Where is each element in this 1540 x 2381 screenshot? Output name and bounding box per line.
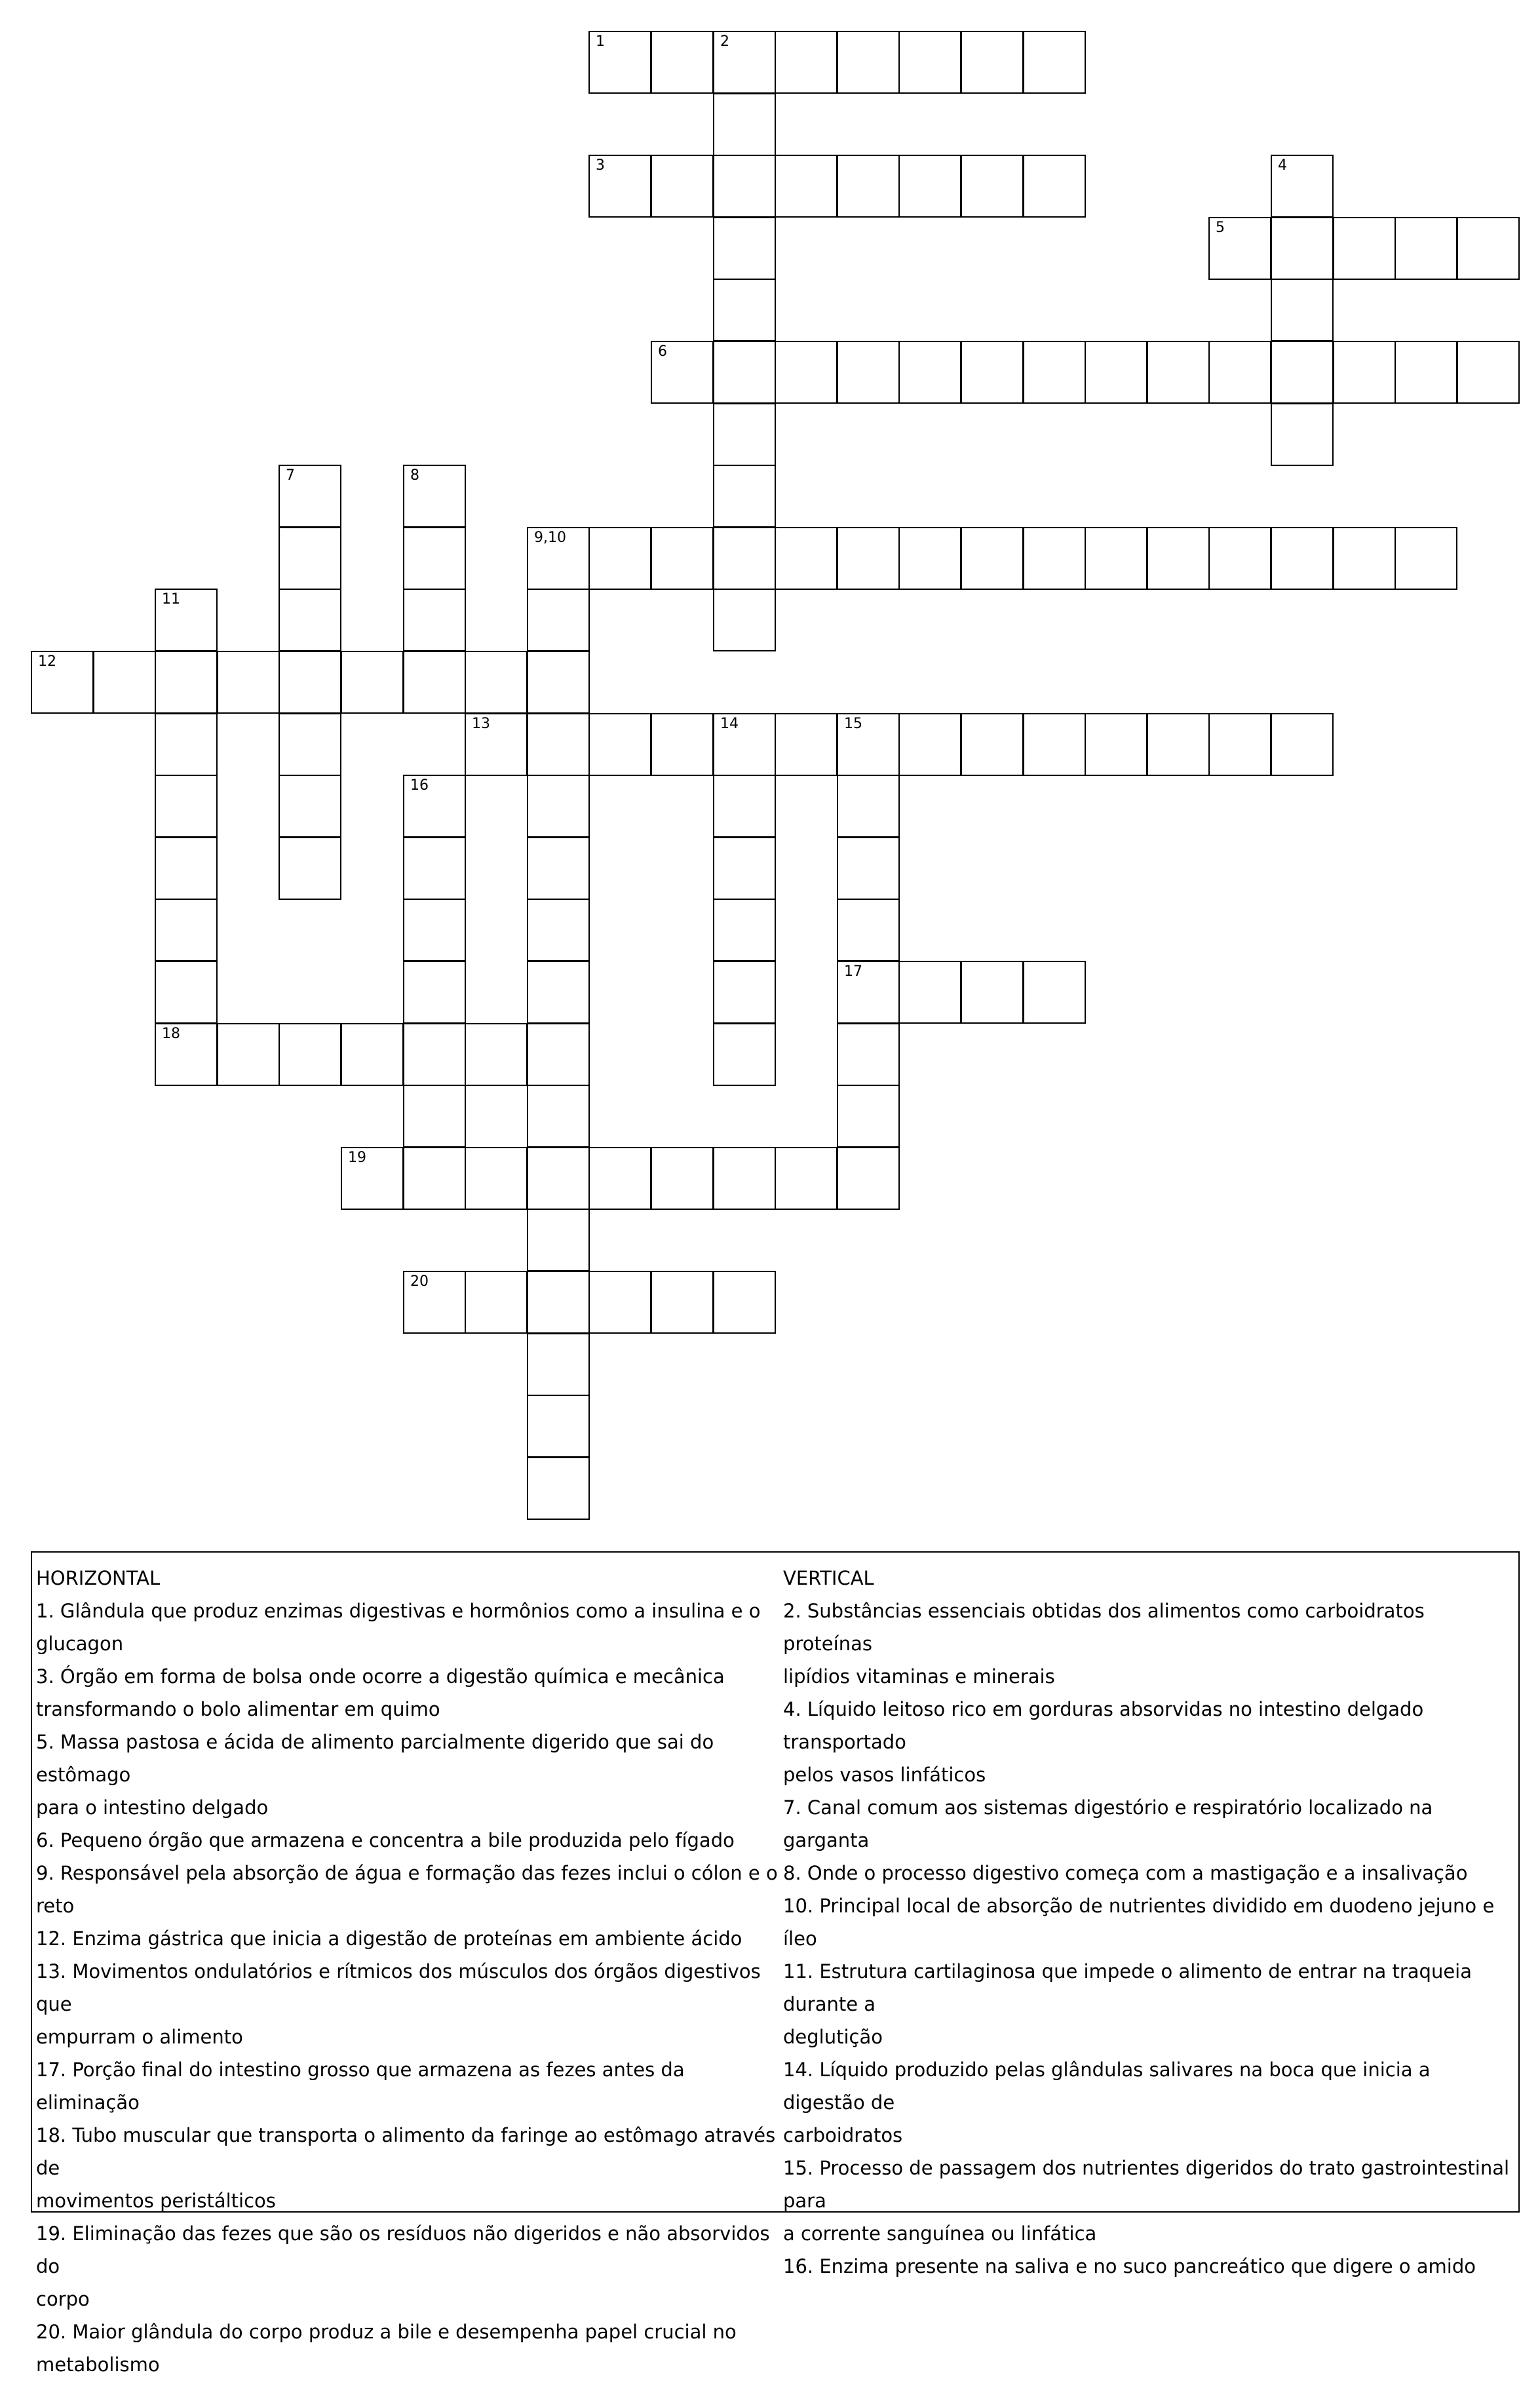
grid-cell[interactable] — [527, 775, 590, 838]
grid-cell[interactable] — [1023, 527, 1086, 590]
grid-cell[interactable] — [961, 341, 1024, 404]
grid-cell[interactable] — [1457, 217, 1520, 280]
grid-cell[interactable] — [898, 341, 961, 404]
grid-cell[interactable] — [1023, 155, 1086, 218]
grid-cell[interactable] — [651, 1147, 714, 1210]
clue-line: 6. Pequeno órgão que armazena e concentra a bile produzida pelo fígado — [36, 1829, 735, 1851]
grid-cell[interactable] — [1208, 713, 1271, 776]
grid-cell[interactable] — [465, 1023, 528, 1086]
across-heading: HORIZONTAL — [36, 1567, 161, 1589]
grid-cell[interactable] — [1271, 341, 1334, 404]
grid-cell[interactable] — [713, 527, 776, 590]
grid-cell[interactable] — [279, 713, 341, 776]
grid-cell[interactable] — [837, 155, 900, 218]
grid-cell[interactable] — [713, 465, 776, 528]
grid-cell[interactable] — [961, 31, 1024, 94]
grid-cell[interactable] — [1271, 527, 1334, 590]
grid-cell[interactable] — [155, 1023, 218, 1086]
grid-cell[interactable] — [527, 1333, 590, 1396]
grid-cell[interactable] — [1457, 341, 1520, 404]
grid-cell[interactable] — [1271, 713, 1334, 776]
grid-cell[interactable] — [155, 899, 218, 961]
clue-line: 8. Onde o processo digestivo começa com a mastigação e a insalivação — [783, 1862, 1468, 1884]
grid-cell[interactable] — [961, 527, 1024, 590]
clue-number: 2 — [720, 33, 729, 50]
clue-line: carboidratos — [783, 2124, 903, 2146]
grid-cell[interactable] — [279, 465, 341, 528]
clue-line: metabolismo — [36, 2353, 160, 2376]
clue-box — [31, 1551, 1520, 2376]
grid-cell[interactable] — [651, 1271, 714, 1334]
grid-cell[interactable] — [651, 31, 714, 94]
grid-cell[interactable] — [837, 713, 900, 776]
grid-cell[interactable] — [527, 1271, 590, 1334]
grid-cell[interactable] — [837, 341, 900, 404]
grid-cell[interactable] — [527, 1023, 590, 1086]
grid-cell[interactable] — [713, 279, 776, 341]
clue-line: para o intestino delgado — [36, 1796, 269, 1819]
grid-cell[interactable] — [527, 899, 590, 961]
grid-cell[interactable] — [217, 651, 280, 714]
clue-line: pelos vasos linfáticos — [783, 1764, 986, 1786]
clue-line: 20. Maior glândula do corpo produz a bile e desempenha papel crucial no — [36, 2321, 737, 2343]
grid-cell[interactable] — [527, 1395, 590, 1458]
grid-cell[interactable] — [1085, 713, 1147, 776]
grid-cell[interactable] — [527, 1147, 590, 1210]
grid-cell[interactable] — [837, 31, 900, 94]
grid-cell[interactable] — [775, 155, 837, 218]
grid-cell[interactable] — [713, 1147, 776, 1210]
clue-number: 7 — [286, 467, 295, 484]
clue-number: 14 — [720, 716, 739, 732]
clue-line: 18. Tubo muscular que transporta o alimento da faringe ao estômago através de — [36, 2124, 776, 2179]
grid-cell[interactable] — [713, 713, 776, 776]
grid-cell[interactable] — [837, 527, 900, 590]
clue-line: 11. Estrutura cartilaginosa que impede o alimento de entrar na traqueia durante a — [783, 1960, 1472, 2015]
grid-cell[interactable] — [341, 651, 404, 714]
grid-cell[interactable] — [279, 837, 341, 900]
grid-cell[interactable] — [713, 961, 776, 1024]
grid-cell[interactable] — [713, 775, 776, 838]
grid-cell[interactable] — [837, 1085, 900, 1148]
grid-cell[interactable] — [527, 961, 590, 1024]
clue-number: 16 — [410, 777, 429, 794]
grid-cell[interactable] — [1395, 527, 1457, 590]
clue-line: 7. Canal comum aos sistemas digestório e respiratório localizado na garganta — [783, 1796, 1433, 1851]
clue-line: a corrente sanguínea ou linfática — [783, 2222, 1097, 2245]
grid-cell[interactable] — [279, 1023, 341, 1086]
grid-cell[interactable] — [465, 651, 528, 714]
grid-cell[interactable] — [1208, 527, 1271, 590]
grid-cell[interactable] — [775, 713, 837, 776]
clue-line: empurram o alimento — [36, 2026, 243, 2048]
clue-number: 9,10 — [534, 530, 566, 546]
across-clues — [36, 1562, 790, 2381]
grid-cell[interactable] — [713, 1271, 776, 1334]
grid-cell[interactable] — [898, 31, 961, 94]
grid-cell[interactable] — [403, 899, 466, 961]
clue-line: 1. Glândula que produz enzimas digestivas e hormônios como a insulina e o — [36, 1600, 761, 1622]
clue-line: 15. Processo de passagem dos nutrientes digeridos do trato gastrointestinal para — [783, 2157, 1510, 2212]
grid-cell[interactable] — [1147, 341, 1210, 404]
grid-cell[interactable] — [713, 31, 776, 94]
grid-cell[interactable] — [713, 899, 776, 961]
clue-number: 8 — [410, 467, 419, 484]
grid-cell[interactable] — [651, 341, 714, 404]
grid-cell[interactable] — [279, 527, 341, 590]
clue-line: 14. Líquido produzido pelas glândulas salivares na boca que inicia a digestão de — [783, 2059, 1431, 2114]
clue-number: 12 — [38, 653, 56, 670]
grid-cell[interactable] — [1333, 341, 1396, 404]
grid-cell[interactable] — [155, 651, 218, 714]
grid-cell[interactable] — [155, 837, 218, 900]
grid-cell[interactable] — [1085, 341, 1147, 404]
grid-cell[interactable] — [527, 527, 590, 590]
clue-number: 3 — [596, 157, 605, 174]
clue-line: 16. Enzima presente na saliva e no suco pancreático que digere o amido — [783, 2255, 1476, 2277]
grid-cell[interactable] — [1271, 403, 1334, 466]
grid-cell[interactable] — [1271, 155, 1334, 218]
grid-cell[interactable] — [1147, 527, 1210, 590]
grid-cell[interactable] — [898, 527, 961, 590]
grid-cell[interactable] — [279, 589, 341, 651]
grid-cell[interactable] — [1333, 527, 1396, 590]
clue-number: 20 — [410, 1273, 429, 1290]
clue-line: 2. Substâncias essenciais obtidas dos alimentos como carboidratos proteínas — [783, 1600, 1425, 1655]
grid-cell[interactable] — [155, 775, 218, 838]
grid-cell[interactable] — [403, 589, 466, 651]
grid-cell[interactable] — [651, 155, 714, 218]
grid-cell[interactable] — [837, 837, 900, 900]
clue-line: 9. Responsável pela absorção de água e formação das fezes inclui o cólon e o reto — [36, 1862, 778, 1917]
grid-cell[interactable] — [527, 713, 590, 776]
grid-cell[interactable] — [403, 1023, 466, 1086]
grid-cell[interactable] — [898, 155, 961, 218]
grid-cell[interactable] — [217, 1023, 280, 1086]
grid-cell[interactable] — [527, 1209, 590, 1271]
clue-number: 5 — [1216, 220, 1225, 236]
grid-cell[interactable] — [403, 651, 466, 714]
grid-cell[interactable] — [1333, 217, 1396, 280]
grid-cell[interactable] — [837, 1023, 900, 1086]
clue-line: 13. Movimentos ondulatórios e rítmicos dos músculos dos órgãos digestivos que — [36, 1960, 761, 2015]
grid-cell[interactable] — [1085, 527, 1147, 590]
grid-cell[interactable] — [713, 1023, 776, 1086]
clue-number: 17 — [844, 963, 862, 980]
grid-cell[interactable] — [775, 31, 837, 94]
grid-cell[interactable] — [465, 1147, 528, 1210]
grid-cell[interactable] — [279, 775, 341, 838]
grid-cell[interactable] — [1023, 31, 1086, 94]
down-clues — [783, 1562, 1517, 2283]
clue-line: lipídios vitaminas e minerais — [783, 1665, 1055, 1688]
grid-cell[interactable] — [403, 961, 466, 1024]
grid-cell[interactable] — [713, 217, 776, 280]
grid-cell[interactable] — [1023, 961, 1086, 1024]
grid-cell[interactable] — [837, 961, 900, 1024]
grid-cell[interactable] — [1208, 217, 1271, 280]
grid-cell[interactable] — [713, 341, 776, 404]
clue-number: 18 — [162, 1026, 180, 1042]
grid-cell[interactable] — [279, 651, 341, 714]
clue-line: 12. Enzima gástrica que inicia a digestão de proteínas em ambiente ácido — [36, 1927, 742, 1950]
grid-cell[interactable] — [403, 465, 466, 528]
grid-cell[interactable] — [961, 713, 1024, 776]
grid-cell[interactable] — [898, 961, 961, 1024]
grid-cell[interactable] — [588, 1271, 651, 1334]
clue-line: 17. Porção final do intestino grosso que armazena as fezes antes da eliminação — [36, 2059, 685, 2114]
grid-cell[interactable] — [527, 837, 590, 900]
clue-line: glucagon — [36, 1633, 124, 1655]
down-heading: VERTICAL — [783, 1567, 874, 1589]
grid-cell[interactable] — [527, 1085, 590, 1148]
grid-cell[interactable] — [961, 961, 1024, 1024]
grid-cell[interactable] — [31, 651, 94, 714]
clue-line: deglutição — [783, 2026, 883, 2048]
grid-cell[interactable] — [403, 775, 466, 838]
clue-number: 4 — [1278, 157, 1287, 174]
grid-cell[interactable] — [527, 1457, 590, 1520]
clue-line: 4. Líquido leitoso rico em gorduras absorvidas no intestino delgado transportado — [783, 1698, 1424, 1753]
grid-cell[interactable] — [527, 589, 590, 651]
grid-cell[interactable] — [588, 713, 651, 776]
grid-cell[interactable] — [1271, 217, 1334, 280]
grid-cell[interactable] — [341, 1147, 404, 1210]
grid-cell[interactable] — [465, 713, 528, 776]
grid-cell[interactable] — [837, 899, 900, 961]
grid-cell[interactable] — [1271, 279, 1334, 341]
grid-cell[interactable] — [837, 775, 900, 838]
grid-cell[interactable] — [1208, 341, 1271, 404]
grid-cell[interactable] — [527, 651, 590, 714]
grid-cell[interactable] — [1023, 341, 1086, 404]
grid-cell[interactable] — [588, 155, 651, 218]
grid-cell[interactable] — [403, 1085, 466, 1148]
grid-cell[interactable] — [341, 1023, 404, 1086]
grid-cell[interactable] — [155, 589, 218, 651]
clue-line: 3. Órgão em forma de bolsa onde ocorre a digestão química e mecânica — [36, 1665, 725, 1688]
grid-cell[interactable] — [775, 527, 837, 590]
grid-cell[interactable] — [465, 1271, 528, 1334]
grid-cell[interactable] — [588, 31, 651, 94]
grid-cell[interactable] — [155, 713, 218, 776]
clue-number: 13 — [472, 716, 490, 732]
grid-cell[interactable] — [1395, 341, 1457, 404]
grid-cell[interactable] — [713, 155, 776, 218]
grid-cell[interactable] — [898, 713, 961, 776]
clue-line: 10. Principal local de absorção de nutrientes dividido em duodeno jejuno e íleo — [783, 1895, 1495, 1950]
grid-cell[interactable] — [1023, 713, 1086, 776]
grid-cell[interactable] — [713, 403, 776, 466]
grid-cell[interactable] — [651, 527, 714, 590]
grid-cell[interactable] — [961, 155, 1024, 218]
grid-cell[interactable] — [837, 1147, 900, 1210]
grid-cell[interactable] — [1147, 713, 1210, 776]
grid-cell[interactable] — [713, 837, 776, 900]
clue-line: transformando o bolo alimentar em quimo — [36, 1698, 440, 1720]
clue-number: 6 — [658, 343, 667, 360]
clue-line: corpo — [36, 2288, 90, 2310]
grid-cell[interactable] — [403, 527, 466, 590]
clue-line: 19. Eliminação das fezes que são os resíduos não digeridos e não absorvidos do — [36, 2222, 770, 2277]
grid-cell[interactable] — [403, 837, 466, 900]
grid-cell[interactable] — [713, 589, 776, 651]
clue-line: 5. Massa pastosa e ácida de alimento parcialmente digerido que sai do estômago — [36, 1731, 714, 1786]
grid-cell[interactable] — [155, 961, 218, 1024]
grid-cell[interactable] — [588, 1147, 651, 1210]
grid-cell[interactable] — [775, 341, 837, 404]
grid-cell[interactable] — [651, 713, 714, 776]
grid-cell[interactable] — [775, 1147, 837, 1210]
grid-cell[interactable] — [403, 1271, 466, 1334]
clue-number: 15 — [844, 716, 862, 732]
clue-number: 11 — [162, 591, 180, 608]
grid-cell[interactable] — [403, 1147, 466, 1210]
grid-cell[interactable] — [713, 93, 776, 156]
grid-cell[interactable] — [1395, 217, 1457, 280]
clue-number: 19 — [348, 1150, 366, 1166]
clue-line: movimentos peristálticos — [36, 2190, 276, 2212]
grid-cell[interactable] — [93, 651, 156, 714]
grid-cell[interactable] — [588, 527, 651, 590]
clue-number: 1 — [596, 33, 605, 50]
